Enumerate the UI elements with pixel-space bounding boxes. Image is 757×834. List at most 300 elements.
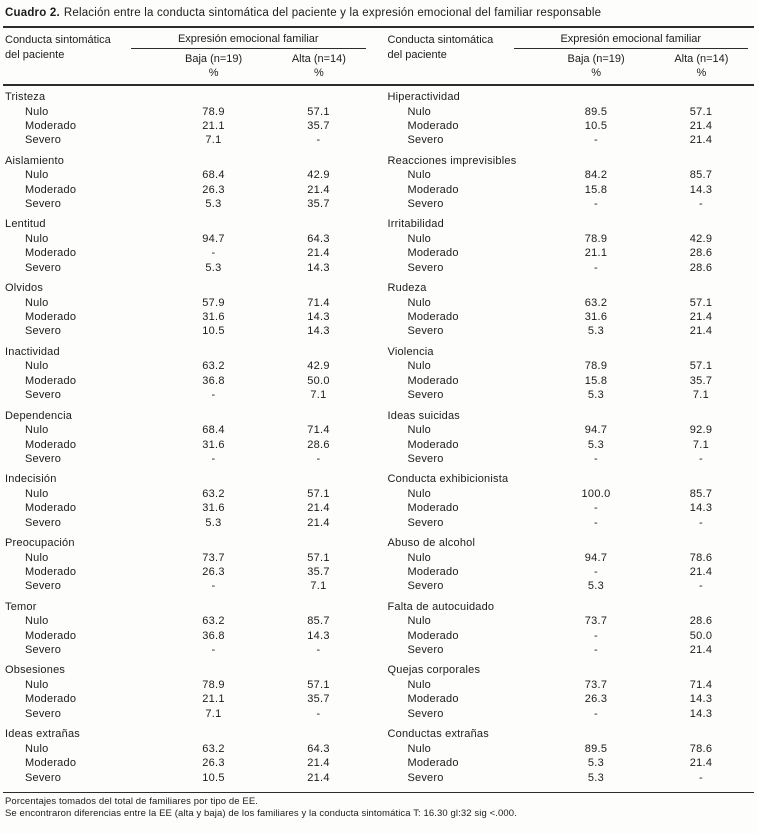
table-row bbox=[3, 643, 372, 657]
severity-label: Moderado bbox=[25, 119, 77, 132]
alta-value: 14.3 bbox=[689, 502, 713, 515]
alta-value: 64.3 bbox=[307, 742, 330, 755]
severity-label: Moderado bbox=[407, 502, 459, 515]
baja-value: 5.3 bbox=[587, 580, 605, 593]
alta-value: 57.1 bbox=[307, 487, 330, 500]
baja-value: - bbox=[594, 707, 598, 720]
table-row bbox=[386, 119, 755, 133]
alta-value: 64.3 bbox=[307, 232, 330, 245]
baja-value: 7.1 bbox=[205, 707, 222, 720]
category-name: Lentitud bbox=[5, 218, 46, 231]
category-block bbox=[386, 217, 755, 275]
alta-value: 21.4 bbox=[307, 516, 330, 529]
alta-value: 21.4 bbox=[689, 757, 713, 770]
severity-label: Moderado bbox=[25, 183, 77, 196]
alta-value: - bbox=[316, 644, 321, 657]
baja-value: 68.4 bbox=[202, 169, 225, 182]
column-label: Baja (n=19) bbox=[185, 53, 243, 65]
category-block bbox=[3, 281, 372, 339]
alta-value: 21.4 bbox=[689, 311, 713, 324]
alta-value: - bbox=[316, 707, 321, 720]
table-row bbox=[386, 168, 755, 182]
sub-columns bbox=[161, 52, 372, 80]
alta-value: 7.1 bbox=[310, 389, 327, 402]
severity-label: Moderado bbox=[25, 565, 77, 578]
row-header-line2: del paciente bbox=[387, 49, 447, 61]
severity-label: Nulo bbox=[25, 551, 49, 564]
severity-label: Severo bbox=[407, 452, 444, 465]
baja-value: 26.3 bbox=[202, 183, 225, 196]
baja-value: 89.5 bbox=[584, 105, 608, 118]
alta-value: 57.1 bbox=[307, 105, 330, 118]
table-row bbox=[386, 487, 755, 501]
alta-value: 57.1 bbox=[689, 296, 713, 309]
table-row bbox=[3, 374, 372, 388]
table-row bbox=[3, 105, 372, 119]
severity-label: Severo bbox=[407, 134, 444, 147]
group-header bbox=[161, 33, 372, 80]
severity-label: Severo bbox=[25, 580, 62, 593]
table-row bbox=[3, 629, 372, 643]
baja-value: - bbox=[594, 516, 598, 529]
severity-label: Nulo bbox=[407, 551, 431, 564]
severity-label: Severo bbox=[25, 134, 62, 147]
header-left-half bbox=[3, 33, 372, 80]
severity-label: Nulo bbox=[25, 742, 49, 755]
baja-value: 31.6 bbox=[202, 438, 225, 451]
baja-value: 89.5 bbox=[584, 742, 608, 755]
table-row bbox=[3, 614, 372, 628]
table-row bbox=[386, 629, 755, 643]
baja-value: 10.5 bbox=[584, 119, 608, 132]
table-row bbox=[3, 359, 372, 373]
table-row bbox=[386, 516, 755, 530]
baja-value: 5.3 bbox=[587, 757, 605, 770]
table-row bbox=[3, 501, 372, 515]
baja-value: 5.3 bbox=[587, 325, 605, 338]
severity-label: Moderado bbox=[25, 629, 77, 642]
table-row bbox=[386, 565, 755, 579]
baja-value: 31.6 bbox=[202, 311, 225, 324]
alta-value: 21.4 bbox=[689, 325, 713, 338]
baja-value: 15.8 bbox=[584, 374, 608, 387]
alta-value: 35.7 bbox=[689, 374, 713, 387]
severity-label: Severo bbox=[407, 198, 444, 211]
table-row bbox=[386, 105, 755, 119]
alta-value: 14.3 bbox=[307, 311, 330, 324]
alta-value: 28.6 bbox=[689, 615, 713, 628]
table-row bbox=[3, 707, 372, 721]
table-row bbox=[386, 133, 755, 147]
alta-value: 28.6 bbox=[307, 438, 330, 451]
alta-value: 21.4 bbox=[307, 502, 330, 515]
severity-label: Nulo bbox=[407, 424, 431, 437]
table-body-left bbox=[3, 90, 372, 791]
table-number: Cuadro 2. bbox=[5, 7, 60, 19]
table-row bbox=[3, 197, 372, 211]
baja-value: 78.9 bbox=[202, 678, 225, 691]
baja-value: 10.5 bbox=[202, 325, 225, 338]
severity-label: Moderado bbox=[25, 757, 77, 770]
baja-value: - bbox=[594, 629, 598, 642]
table-row bbox=[386, 374, 755, 388]
severity-label: Severo bbox=[407, 580, 444, 593]
severity-label: Moderado bbox=[407, 374, 459, 387]
alta-value: 57.1 bbox=[307, 678, 330, 691]
severity-label: Nulo bbox=[25, 105, 49, 118]
severity-label: Moderado bbox=[407, 311, 459, 324]
severity-label: Moderado bbox=[407, 183, 459, 196]
severity-label: Severo bbox=[407, 644, 444, 657]
table-row bbox=[3, 246, 372, 260]
severity-label: Moderado bbox=[25, 438, 77, 451]
severity-label: Severo bbox=[407, 707, 444, 720]
alta-value: 7.1 bbox=[692, 389, 710, 402]
alta-value: 78.6 bbox=[689, 551, 713, 564]
category-block bbox=[386, 727, 755, 785]
category-block bbox=[386, 600, 755, 658]
row-header-line1: Conducta sintomática bbox=[5, 34, 111, 46]
table-row bbox=[3, 133, 372, 147]
severity-label: Nulo bbox=[25, 169, 49, 182]
alta-value: 42.9 bbox=[307, 360, 330, 373]
alta-value: 85.7 bbox=[689, 487, 713, 500]
severity-label: Severo bbox=[407, 389, 444, 402]
group-header-label: Expresión emocional familiar bbox=[131, 33, 366, 49]
category-name: Ideas suicidas bbox=[387, 409, 461, 422]
severity-label: Severo bbox=[407, 325, 444, 338]
table-row bbox=[386, 614, 755, 628]
table-row bbox=[3, 742, 372, 756]
category-name: Temor bbox=[5, 600, 37, 613]
severity-label: Severo bbox=[25, 644, 62, 657]
category-block bbox=[386, 472, 755, 530]
category-name: Olvidos bbox=[5, 282, 44, 295]
category-name: Irritabilidad bbox=[387, 218, 444, 231]
row-header-line2: del paciente bbox=[5, 49, 65, 61]
severity-label: Moderado bbox=[407, 565, 459, 578]
category-name: Reacciones imprevisibles bbox=[387, 154, 517, 167]
baja-value: 63.2 bbox=[202, 487, 225, 500]
alta-value: 14.3 bbox=[307, 261, 330, 274]
category-block bbox=[386, 536, 755, 594]
category-block bbox=[3, 472, 372, 530]
group-header-label: Expresión emocional familiar bbox=[514, 33, 749, 49]
alta-value: 50.0 bbox=[689, 629, 713, 642]
baja-value: - bbox=[211, 247, 216, 260]
baja-value: 26.3 bbox=[202, 757, 225, 770]
category-name: Dependencia bbox=[5, 409, 73, 422]
baja-value: - bbox=[594, 644, 598, 657]
category-name: Ideas extrañas bbox=[5, 728, 80, 741]
baja-value: 68.4 bbox=[202, 424, 225, 437]
severity-label: Moderado bbox=[407, 693, 459, 706]
category-block bbox=[3, 600, 372, 658]
alta-value: - bbox=[699, 198, 703, 211]
category-block bbox=[386, 154, 755, 212]
severity-label: Nulo bbox=[407, 742, 431, 755]
baja-value: 63.2 bbox=[584, 296, 608, 309]
table-row bbox=[386, 324, 755, 338]
category-block bbox=[3, 345, 372, 403]
alta-value: 35.7 bbox=[307, 198, 330, 211]
baja-value: 63.2 bbox=[202, 615, 225, 628]
baja-value: 94.7 bbox=[202, 232, 225, 245]
table-row bbox=[386, 756, 755, 770]
table-row bbox=[386, 232, 755, 246]
column-label: Alta (n=14) bbox=[674, 53, 729, 65]
severity-label: Nulo bbox=[407, 678, 431, 691]
table-row bbox=[386, 197, 755, 211]
severity-label: Nulo bbox=[25, 615, 49, 628]
alta-value: 57.1 bbox=[307, 551, 330, 564]
table-title bbox=[5, 7, 754, 19]
baja-value: 78.9 bbox=[202, 105, 225, 118]
category-block bbox=[386, 345, 755, 403]
category-name: Obsesiones bbox=[5, 664, 66, 677]
baja-value: 100.0 bbox=[581, 487, 611, 500]
category-name: Hiperactividad bbox=[387, 91, 461, 103]
severity-label: Nulo bbox=[407, 105, 431, 118]
category-name: Conductas extrañas bbox=[387, 728, 489, 741]
alta-value: 35.7 bbox=[307, 693, 330, 706]
baja-value: - bbox=[594, 502, 598, 515]
table-row bbox=[386, 692, 755, 706]
alta-value: 21.4 bbox=[307, 757, 330, 770]
category-name: Falta de autocuidado bbox=[387, 600, 495, 613]
severity-label: Nulo bbox=[407, 360, 431, 373]
table-row bbox=[3, 310, 372, 324]
table-row bbox=[386, 183, 755, 197]
table-row bbox=[3, 438, 372, 452]
baja-value: 10.5 bbox=[202, 771, 225, 784]
category-name: Inactividad bbox=[5, 345, 60, 358]
table-row bbox=[386, 742, 755, 756]
column-label: Baja (n=19) bbox=[567, 53, 625, 65]
baja-value: 94.7 bbox=[584, 551, 608, 564]
baja-value: 7.1 bbox=[205, 134, 222, 147]
table-row bbox=[3, 452, 372, 466]
baja-value: 5.3 bbox=[205, 198, 222, 211]
baja-value: - bbox=[211, 580, 216, 593]
table-row bbox=[3, 516, 372, 530]
baja-value: 31.6 bbox=[202, 502, 225, 515]
severity-label: Nulo bbox=[407, 169, 431, 182]
table-row bbox=[386, 310, 755, 324]
alta-value: - bbox=[699, 452, 703, 465]
baja-value: - bbox=[211, 644, 216, 657]
table-row bbox=[3, 487, 372, 501]
alta-value: 14.3 bbox=[689, 707, 713, 720]
table-row bbox=[3, 232, 372, 246]
table-row bbox=[3, 551, 372, 565]
alta-value: 57.1 bbox=[689, 105, 713, 118]
alta-value: 21.4 bbox=[307, 771, 330, 784]
table-caption: Relación entre la conducta sintomática del paciente y la expresión emocional del familiar responsable bbox=[63, 7, 602, 19]
category-block bbox=[3, 90, 372, 148]
column-header-baja bbox=[544, 52, 649, 80]
baja-value: 15.8 bbox=[584, 183, 608, 196]
baja-value: 5.3 bbox=[205, 516, 222, 529]
table-row bbox=[386, 643, 755, 657]
column-label: Alta (n=14) bbox=[291, 53, 346, 65]
alta-value: - bbox=[699, 516, 703, 529]
category-block bbox=[386, 281, 755, 339]
category-block bbox=[386, 90, 755, 148]
table-row bbox=[386, 423, 755, 437]
header-grid bbox=[3, 33, 372, 80]
alta-value: 14.3 bbox=[307, 629, 330, 642]
table-row bbox=[386, 707, 755, 721]
severity-label: Severo bbox=[407, 516, 444, 529]
severity-label: Severo bbox=[25, 389, 62, 402]
baja-value: 78.9 bbox=[584, 360, 608, 373]
severity-label: Moderado bbox=[25, 374, 77, 387]
group-header bbox=[544, 33, 755, 80]
table-row bbox=[386, 261, 755, 275]
severity-label: Severo bbox=[25, 325, 62, 338]
header-grid bbox=[386, 33, 755, 80]
alta-value: 21.4 bbox=[307, 183, 330, 196]
baja-value: - bbox=[211, 452, 216, 465]
severity-label: Moderado bbox=[25, 311, 77, 324]
severity-label: Nulo bbox=[407, 232, 431, 245]
baja-value: 36.8 bbox=[202, 374, 225, 387]
alta-value: 85.7 bbox=[307, 615, 330, 628]
table-row bbox=[3, 565, 372, 579]
baja-value: 21.1 bbox=[202, 693, 225, 706]
alta-value: 7.1 bbox=[692, 438, 710, 451]
alta-value: 28.6 bbox=[689, 261, 713, 274]
sub-columns bbox=[544, 52, 755, 80]
severity-label: Severo bbox=[407, 771, 444, 784]
table-row bbox=[3, 183, 372, 197]
baja-value: 73.7 bbox=[584, 615, 608, 628]
table-row bbox=[3, 678, 372, 692]
alta-value: 85.7 bbox=[689, 169, 713, 182]
baja-value: 21.1 bbox=[202, 119, 225, 132]
row-header-line1: Conducta sintomática bbox=[387, 34, 494, 46]
severity-label: Nulo bbox=[25, 678, 49, 691]
category-name: Aislamiento bbox=[5, 154, 65, 167]
category-block bbox=[3, 409, 372, 467]
baja-value: 5.3 bbox=[587, 389, 605, 402]
category-name: Conducta exhibicionista bbox=[387, 473, 509, 486]
alta-value: 7.1 bbox=[310, 580, 327, 593]
alta-value: 21.4 bbox=[689, 134, 713, 147]
severity-label: Nulo bbox=[25, 487, 49, 500]
severity-label: Moderado bbox=[407, 757, 459, 770]
category-block bbox=[3, 663, 372, 721]
baja-value: 5.3 bbox=[587, 771, 605, 784]
table-row bbox=[3, 296, 372, 310]
category-block bbox=[386, 663, 755, 721]
table-body bbox=[3, 86, 754, 791]
baja-value: - bbox=[594, 261, 598, 274]
alta-value: 35.7 bbox=[307, 119, 330, 132]
severity-label: Moderado bbox=[25, 502, 77, 515]
table-row bbox=[3, 119, 372, 133]
alta-value: 57.1 bbox=[689, 360, 713, 373]
category-name: Violencia bbox=[387, 345, 434, 358]
category-name: Preocupación bbox=[5, 537, 75, 550]
alta-value: 92.9 bbox=[689, 424, 713, 437]
severity-label: Severo bbox=[25, 198, 62, 211]
alta-value: 71.4 bbox=[307, 424, 330, 437]
severity-label: Moderado bbox=[407, 119, 459, 132]
column-unit: % bbox=[313, 67, 324, 79]
table-row bbox=[3, 692, 372, 706]
alta-value: 71.4 bbox=[307, 296, 330, 309]
alta-value: 14.3 bbox=[689, 693, 713, 706]
severity-label: Nulo bbox=[407, 296, 431, 309]
table-row bbox=[386, 551, 755, 565]
baja-value: 57.9 bbox=[202, 296, 225, 309]
baja-value: - bbox=[594, 452, 598, 465]
severity-label: Moderado bbox=[407, 247, 459, 260]
severity-label: Moderado bbox=[407, 438, 459, 451]
baja-value: 5.3 bbox=[587, 438, 605, 451]
alta-value: - bbox=[316, 134, 321, 147]
alta-value: 14.3 bbox=[689, 183, 713, 196]
baja-value: 5.3 bbox=[205, 261, 222, 274]
severity-label: Severo bbox=[25, 452, 62, 465]
severity-label: Severo bbox=[25, 516, 62, 529]
column-unit: % bbox=[208, 67, 219, 79]
category-name: Abuso de alcohol bbox=[387, 537, 476, 550]
column-header-alta bbox=[266, 52, 371, 80]
alta-value: 78.6 bbox=[689, 742, 713, 755]
alta-value: 21.4 bbox=[689, 565, 713, 578]
severity-label: Severo bbox=[25, 261, 62, 274]
category-block bbox=[3, 536, 372, 594]
severity-label: Moderado bbox=[25, 247, 77, 260]
table-row bbox=[386, 678, 755, 692]
alta-value: - bbox=[316, 452, 321, 465]
baja-value: 84.2 bbox=[584, 169, 608, 182]
header-right-half bbox=[386, 33, 755, 80]
table-body-right bbox=[386, 90, 755, 791]
table-row bbox=[3, 756, 372, 770]
baja-value: 73.7 bbox=[202, 551, 225, 564]
table-row bbox=[3, 423, 372, 437]
category-name: Quejas corporales bbox=[387, 664, 481, 677]
alta-value: 42.9 bbox=[689, 232, 713, 245]
column-unit: % bbox=[591, 67, 602, 79]
table-header bbox=[3, 26, 754, 86]
category-block bbox=[3, 727, 372, 785]
table-row bbox=[3, 388, 372, 402]
severity-label: Severo bbox=[407, 261, 444, 274]
baja-value: 94.7 bbox=[584, 424, 608, 437]
baja-value: 73.7 bbox=[584, 678, 608, 691]
alta-value: 71.4 bbox=[689, 678, 713, 691]
baja-value: - bbox=[594, 134, 598, 147]
footnote-line: Se encontraron diferencias entre la EE (alta y baja) de los familiares y la conducta sintomática T: 16.30 gl:32 sig <.000. bbox=[5, 808, 517, 820]
alta-value: 35.7 bbox=[307, 565, 330, 578]
severity-label: Nulo bbox=[25, 296, 49, 309]
alta-value: 21.4 bbox=[689, 119, 713, 132]
table-row bbox=[386, 438, 755, 452]
alta-value: 14.3 bbox=[307, 325, 330, 338]
column-header-baja bbox=[161, 52, 266, 80]
table-row bbox=[386, 579, 755, 593]
severity-label: Nulo bbox=[25, 232, 49, 245]
category-block bbox=[3, 217, 372, 275]
baja-value: 78.9 bbox=[584, 232, 608, 245]
baja-value: 21.1 bbox=[584, 247, 608, 260]
severity-label: Nulo bbox=[25, 360, 49, 373]
